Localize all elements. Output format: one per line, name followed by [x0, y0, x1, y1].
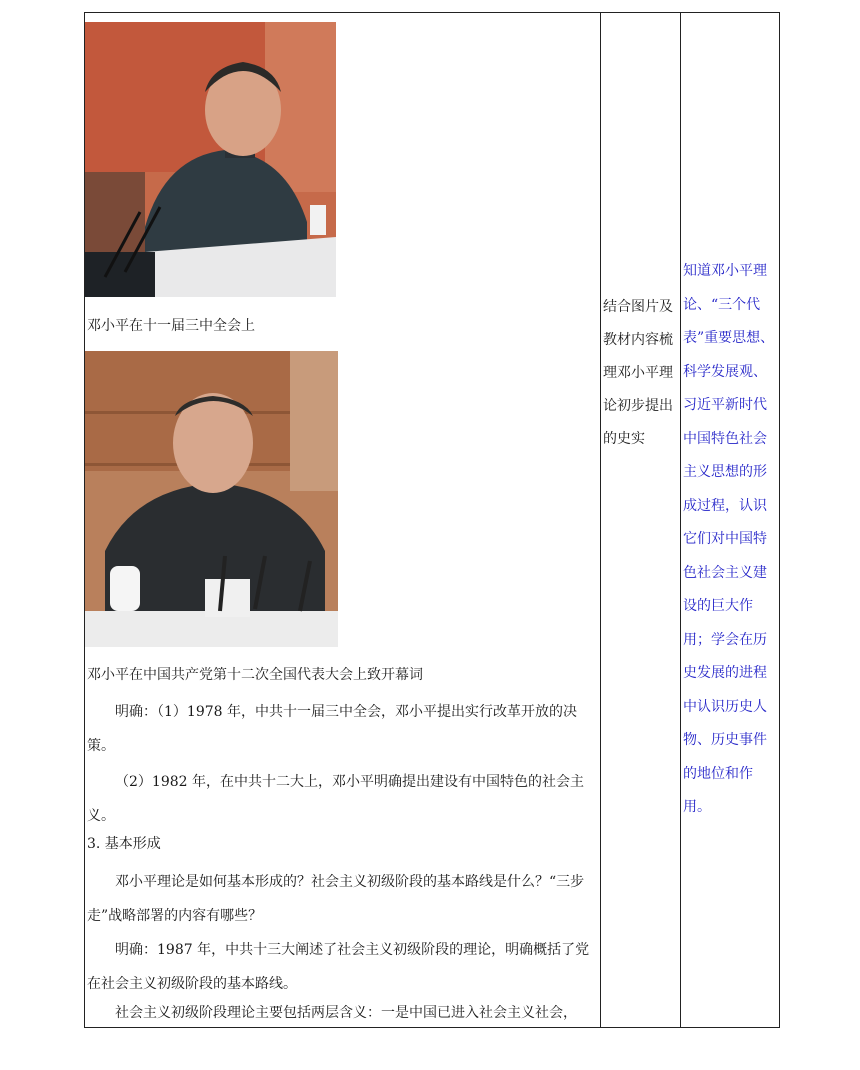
- learning-goal-column: 知道邓小平理论、“三个代表”重要思想、科学发展观、习近平新时代中国特色社会主义思想的形成过程，认识它们对中国特色社会主义建设的巨大作用；学会在历史发展的进程中认识历史人物、历史事件的地位和作用。: [683, 263, 775, 815]
- body-paragraph: [87, 865, 599, 933]
- body-paragraph: [87, 695, 599, 763]
- body-paragraph: [87, 765, 599, 833]
- photo-caption: 邓小平在中国共产党第十二次全国代表大会上致开幕词: [87, 667, 423, 683]
- photo-twelfth-congress-image: [85, 351, 338, 647]
- paragraph-text: 邓小平理论是如何基本形成的？社会主义初级阶段的基本路线是什么？“三步走”战略部署的内容有哪些？: [87, 874, 585, 924]
- paragraph-text: 明确：1987 年，中共十三大阐述了社会主义初级阶段的理论，明确概括了党在社会主义初级阶段的基本路线。: [87, 942, 590, 992]
- photo-third-plenum-image: [85, 22, 336, 297]
- content-column: [85, 13, 601, 1027]
- body-paragraph: [87, 996, 599, 1030]
- photo-third-plenum: [85, 22, 336, 297]
- body-paragraph: [87, 933, 599, 1001]
- paragraph-text: 社会主义初级阶段理论主要包括两层含义：一是中国已进入社会主义社会，: [115, 1005, 577, 1021]
- photo-caption: 邓小平在十一届三中全会上: [87, 318, 255, 334]
- activity-column: 结合图片及教材内容梳理邓小平理论初步提出的史实: [603, 299, 673, 447]
- photo-twelfth-congress: [85, 351, 338, 647]
- column-divider: [680, 13, 681, 1027]
- paragraph-text: （2）1982 年，在中共十二大上，邓小平明确提出建设有中国特色的社会主义。: [87, 774, 584, 824]
- lesson-table: [84, 12, 780, 1028]
- section-heading: 3. 基本形成: [87, 836, 161, 852]
- paragraph-text: 明确：（1）1978 年，中共十一届三中全会，邓小平提出实行改革开放的决策。: [87, 704, 577, 754]
